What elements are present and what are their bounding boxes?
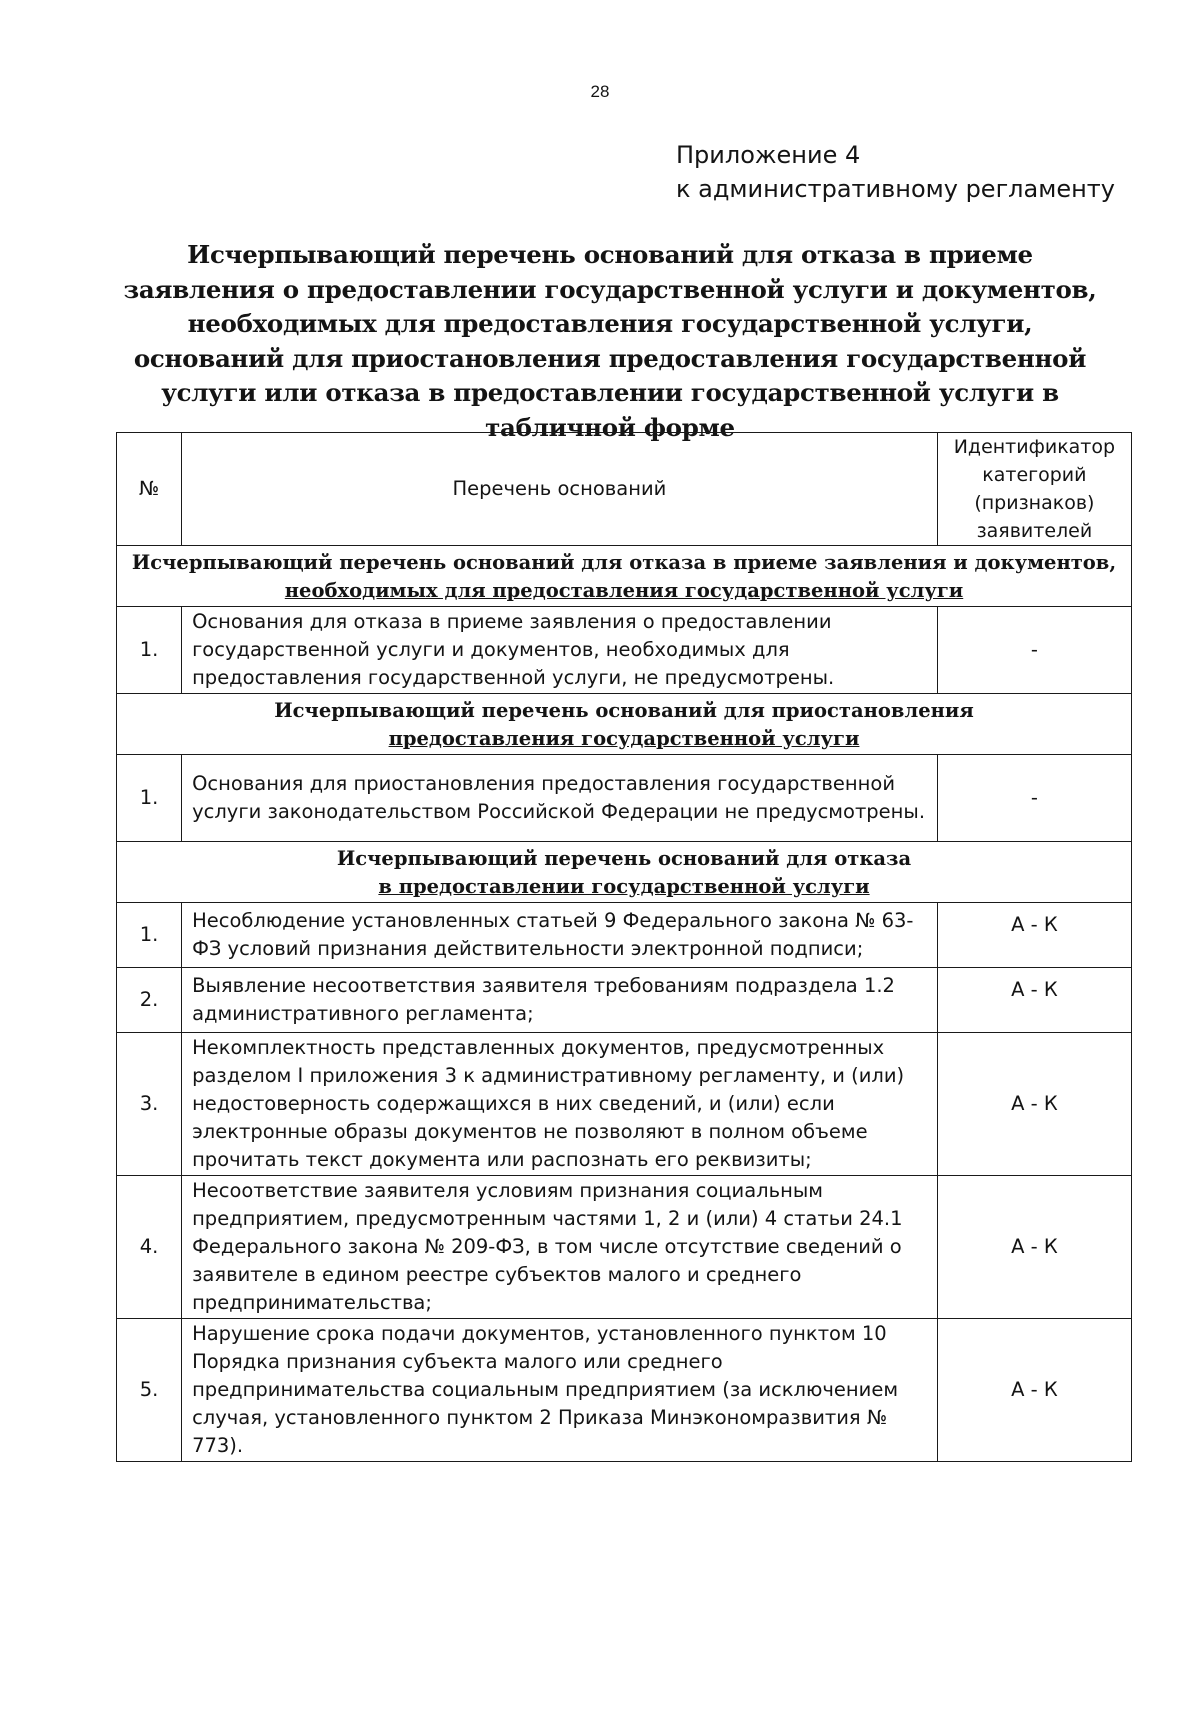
section-title-line: необходимых для предоставления государственной услуги [284,579,964,602]
header-grounds: Перечень оснований [182,433,938,546]
row-text: Основания для отказа в приеме заявления о предоставлении государственной услуги и документов, необходимых для предоставления государственной услуги, не предусмотрены. [182,607,938,694]
appendix-line-2: к административному регламенту [676,175,1115,203]
section-title-line: Исчерпывающий перечень оснований для отказа в приеме заявления и документов, [131,551,1117,574]
table-row [117,1176,1132,1319]
section-title [117,842,1132,903]
row-text: Основания для приостановления предоставления государственной услуги законодательством Российской Федерации не предусмотрены. [182,755,938,842]
row-number: 1. [117,607,182,694]
appendix-line-1: Приложение 4 [676,141,861,169]
table-header-row [117,433,1132,546]
header-identifier: Идентификатор категорий (признаков) заявителей [937,433,1131,546]
table-row [117,607,1132,694]
section-title-line: Исчерпывающий перечень оснований для отказа [336,847,912,870]
table-row [117,1319,1132,1462]
document-title: Исчерпывающий перечень оснований для отказа в приеме заявления о предоставлении государственной услуги и документов, необходимых для предоставления государственной услуги, оснований для приостановления предоставления государственной услуги или отказа в предоставлении государственной услуги в табличной форме [123,240,1097,442]
row-identifier: А - К [937,903,1131,968]
table-row [117,1033,1132,1176]
row-text: Некомплектность представленных документов, предусмотренных разделом I приложения 3 к административному регламенту, и (или) недостоверность содержащихся в них сведений, и (или) если электронные образы документов не позволяют в полном объеме прочитать текст документа или распознать его реквизиты; [182,1033,938,1176]
table-row [117,755,1132,842]
section-title-line: предоставления государственной услуги [388,727,860,750]
section-title-line: в предоставлении государственной услуги [378,875,870,898]
row-identifier: А - К [937,968,1131,1033]
row-number: 1. [117,903,182,968]
grounds-table [116,432,1132,1462]
row-identifier: А - К [937,1319,1131,1462]
appendix-label [676,138,1115,206]
row-identifier: А - К [937,1033,1131,1176]
section-title [117,546,1132,607]
section-header-row [117,842,1132,903]
row-number: 3. [117,1033,182,1176]
table-row [117,968,1132,1033]
row-text: Несоответствие заявителя условиям признания социальным предприятием, предусмотренным частями 1, 2 и (или) 4 статьи 24.1 Федерального закона № 209-ФЗ, в том числе отсутствие сведений о заявителе в едином реестре субъектов малого и среднего предпринимательства; [182,1176,938,1319]
row-text: Нарушение срока подачи документов, установленного пунктом 10 Порядка признания субъекта малого или среднего предпринимательства социальным предприятием (за исключением случая, установленного пунктом 2 Приказа Минэкономразвития № 773). [182,1319,938,1462]
row-number: 1. [117,755,182,842]
row-identifier: - [937,755,1131,842]
section-title-line: Исчерпывающий перечень оснований для приостановления [274,699,974,722]
section-title [117,694,1132,755]
section-header-row [117,694,1132,755]
row-identifier: А - К [937,1176,1131,1319]
table-row [117,903,1132,968]
row-number: 5. [117,1319,182,1462]
row-identifier: - [937,607,1131,694]
page-number: 28 [590,82,610,101]
row-number: 4. [117,1176,182,1319]
row-text: Выявление несоответствия заявителя требованиям подраздела 1.2 административного регламента; [182,968,938,1033]
row-number: 2. [117,968,182,1033]
row-text: Несоблюдение установленных статьей 9 Федерального закона № 63-ФЗ условий признания действительности электронной подписи; [182,903,938,968]
header-number: № [117,433,182,546]
section-header-row [117,546,1132,607]
